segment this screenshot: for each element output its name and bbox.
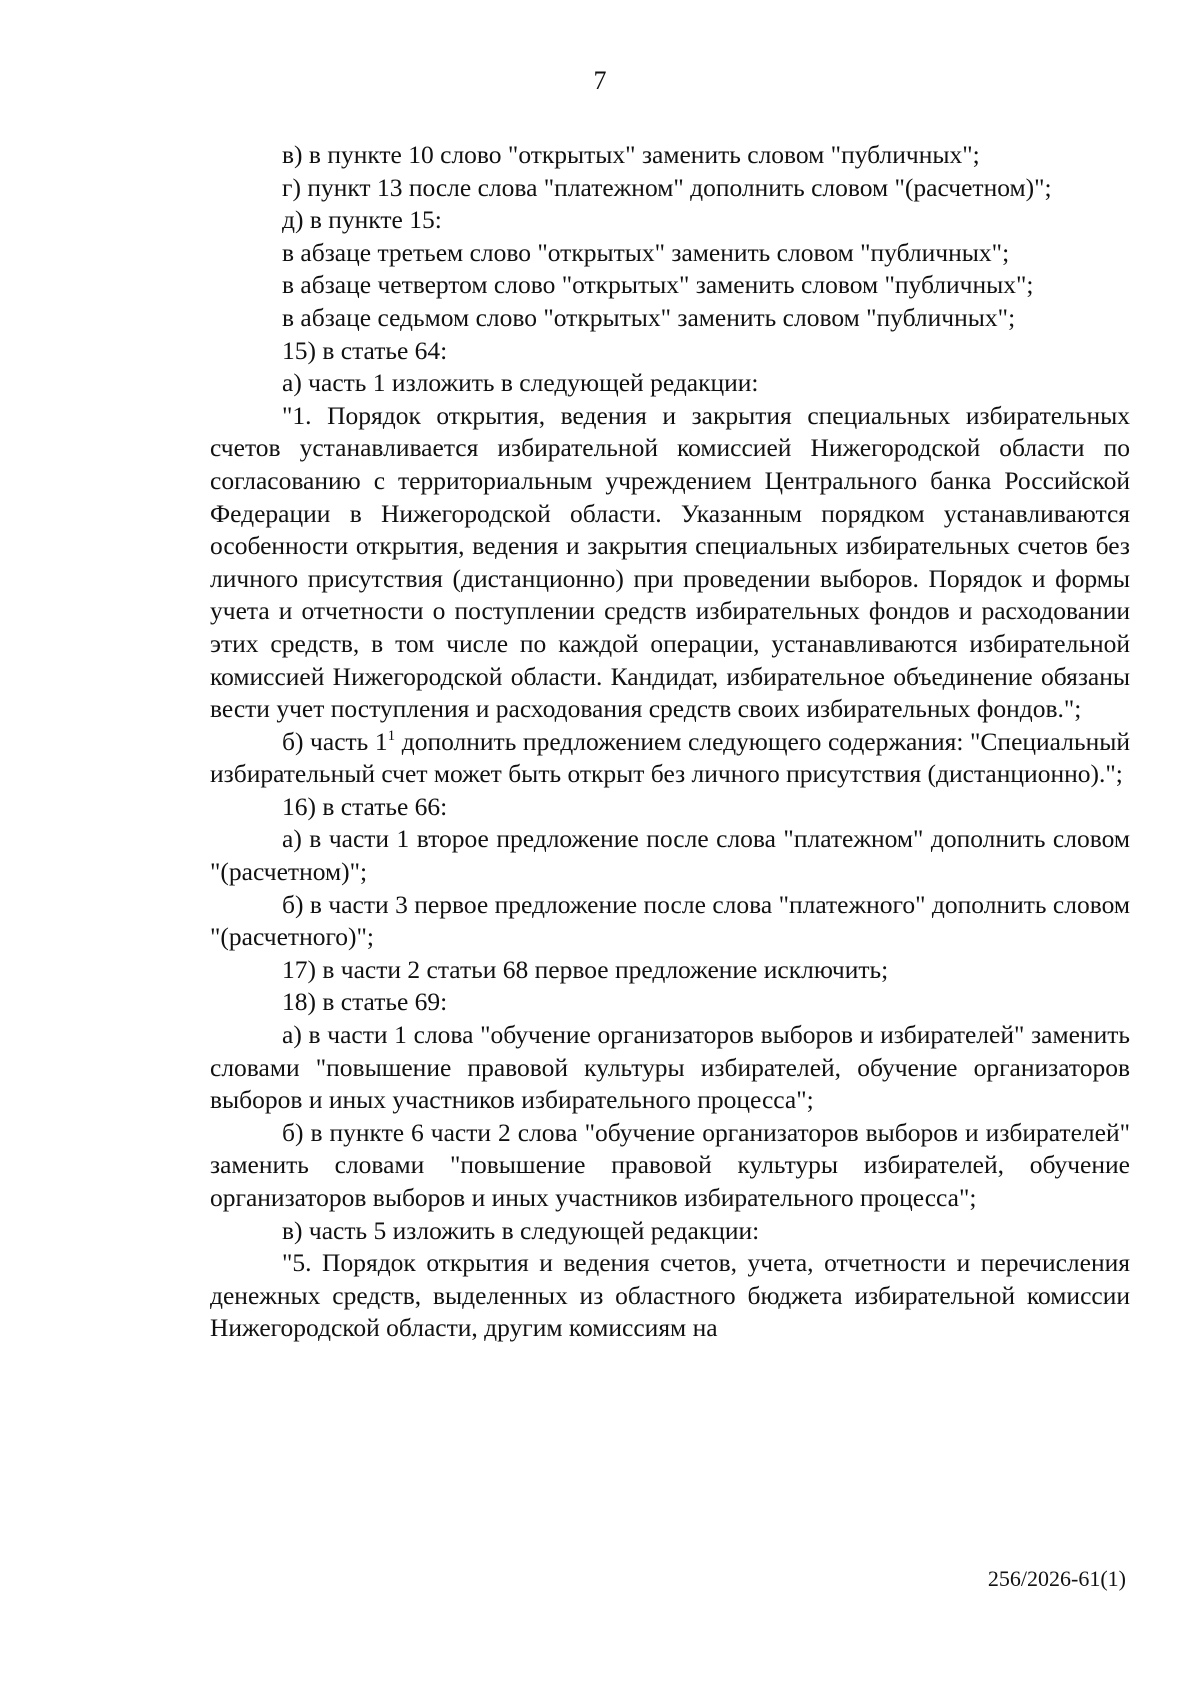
paragraph: 17) в части 2 статьи 68 первое предложение исключить;	[282, 954, 889, 984]
superscript: 1	[387, 727, 396, 744]
paragraph: в абзаце третьем слово "открытых" заменить словом "публичных";	[282, 237, 1010, 267]
paragraph: г) пункт 13 после слова "платежном" дополнить словом "(расчетном)";	[282, 172, 1052, 202]
paragraph-text: дополнить предложением следующего содержания: "Специальный избирательный счет может быть открыт без личного присутствия (дистанционно).";	[210, 726, 1130, 789]
paragraph: в) в пункте 10 слово "открытых" заменить словом "публичных";	[282, 140, 980, 169]
paragraph-text: б) часть 1	[282, 726, 388, 756]
document-body	[210, 139, 1130, 1345]
paragraph-with-superscript	[210, 726, 1130, 791]
paragraph: 16) в статье 66:	[282, 791, 448, 821]
paragraph: а) в части 1 второе предложение после слова "платежном" дополнить словом "(расчетном)";	[210, 824, 1130, 887]
document-code: 256/2026-61(1)	[987, 1566, 1126, 1591]
paragraph: в) часть 5 изложить в следующей редакции:	[282, 1215, 760, 1245]
paragraph: "5. Порядок открытия и ведения счетов, учета, отчетности и перечисления денежных средств, выделенных из областного бюджета избирательной комиссии Нижегородской области, другим комиссиям на	[210, 1248, 1130, 1343]
paragraph: 18) в статье 69:	[282, 987, 448, 1017]
paragraph: 15) в статье 64:	[282, 335, 448, 365]
paragraph: в абзаце четвертом слово "открытых" заменить словом "публичных";	[282, 270, 1034, 300]
paragraph: "1. Порядок открытия, ведения и закрытия специальных избирательных счетов устанавливается избирательной комиссией Нижегородской области по согласованию с территориальным учреждением Центрального банка Российской Федерации в Нижегородской области. Указанным порядком устанавливаются особенности открытия, ведения и закрытия специальных избирательных счетов без личного присутствия (дистанционно) при проведении выборов. Порядок и формы учета и отчетности о поступлении средств избирательных фондов и расходовании этих средств, в том числе по каждой операции, устанавливаются избирательной комиссией Нижегородской области. Кандидат, избирательное объединение обязаны вести учет поступления и расходования средств своих избирательных фондов.";	[210, 400, 1130, 724]
paragraph: д) в пункте 15:	[282, 205, 442, 235]
paragraph: б) в пункте 6 части 2 слова "обучение организаторов выборов и избирателей" заменить словами "повышение правовой культуры избирателей, обучение организаторов выборов и иных участников избирательного процесса";	[210, 1117, 1130, 1212]
paragraph: б) в части 3 первое предложение после слова "платежного" дополнить словом "(расчетного)";	[210, 889, 1130, 952]
paragraph: а) часть 1 изложить в следующей редакции:	[282, 368, 759, 398]
page-number: 7	[593, 66, 607, 95]
paragraph: а) в части 1 слова "обучение организаторов выборов и избирателей" заменить словами "повышение правовой культуры избирателей, обучение организаторов выборов и иных участников избирательного процесса";	[210, 1020, 1130, 1115]
paragraph: в абзаце седьмом слово "открытых" заменить словом "публичных";	[282, 302, 1016, 332]
